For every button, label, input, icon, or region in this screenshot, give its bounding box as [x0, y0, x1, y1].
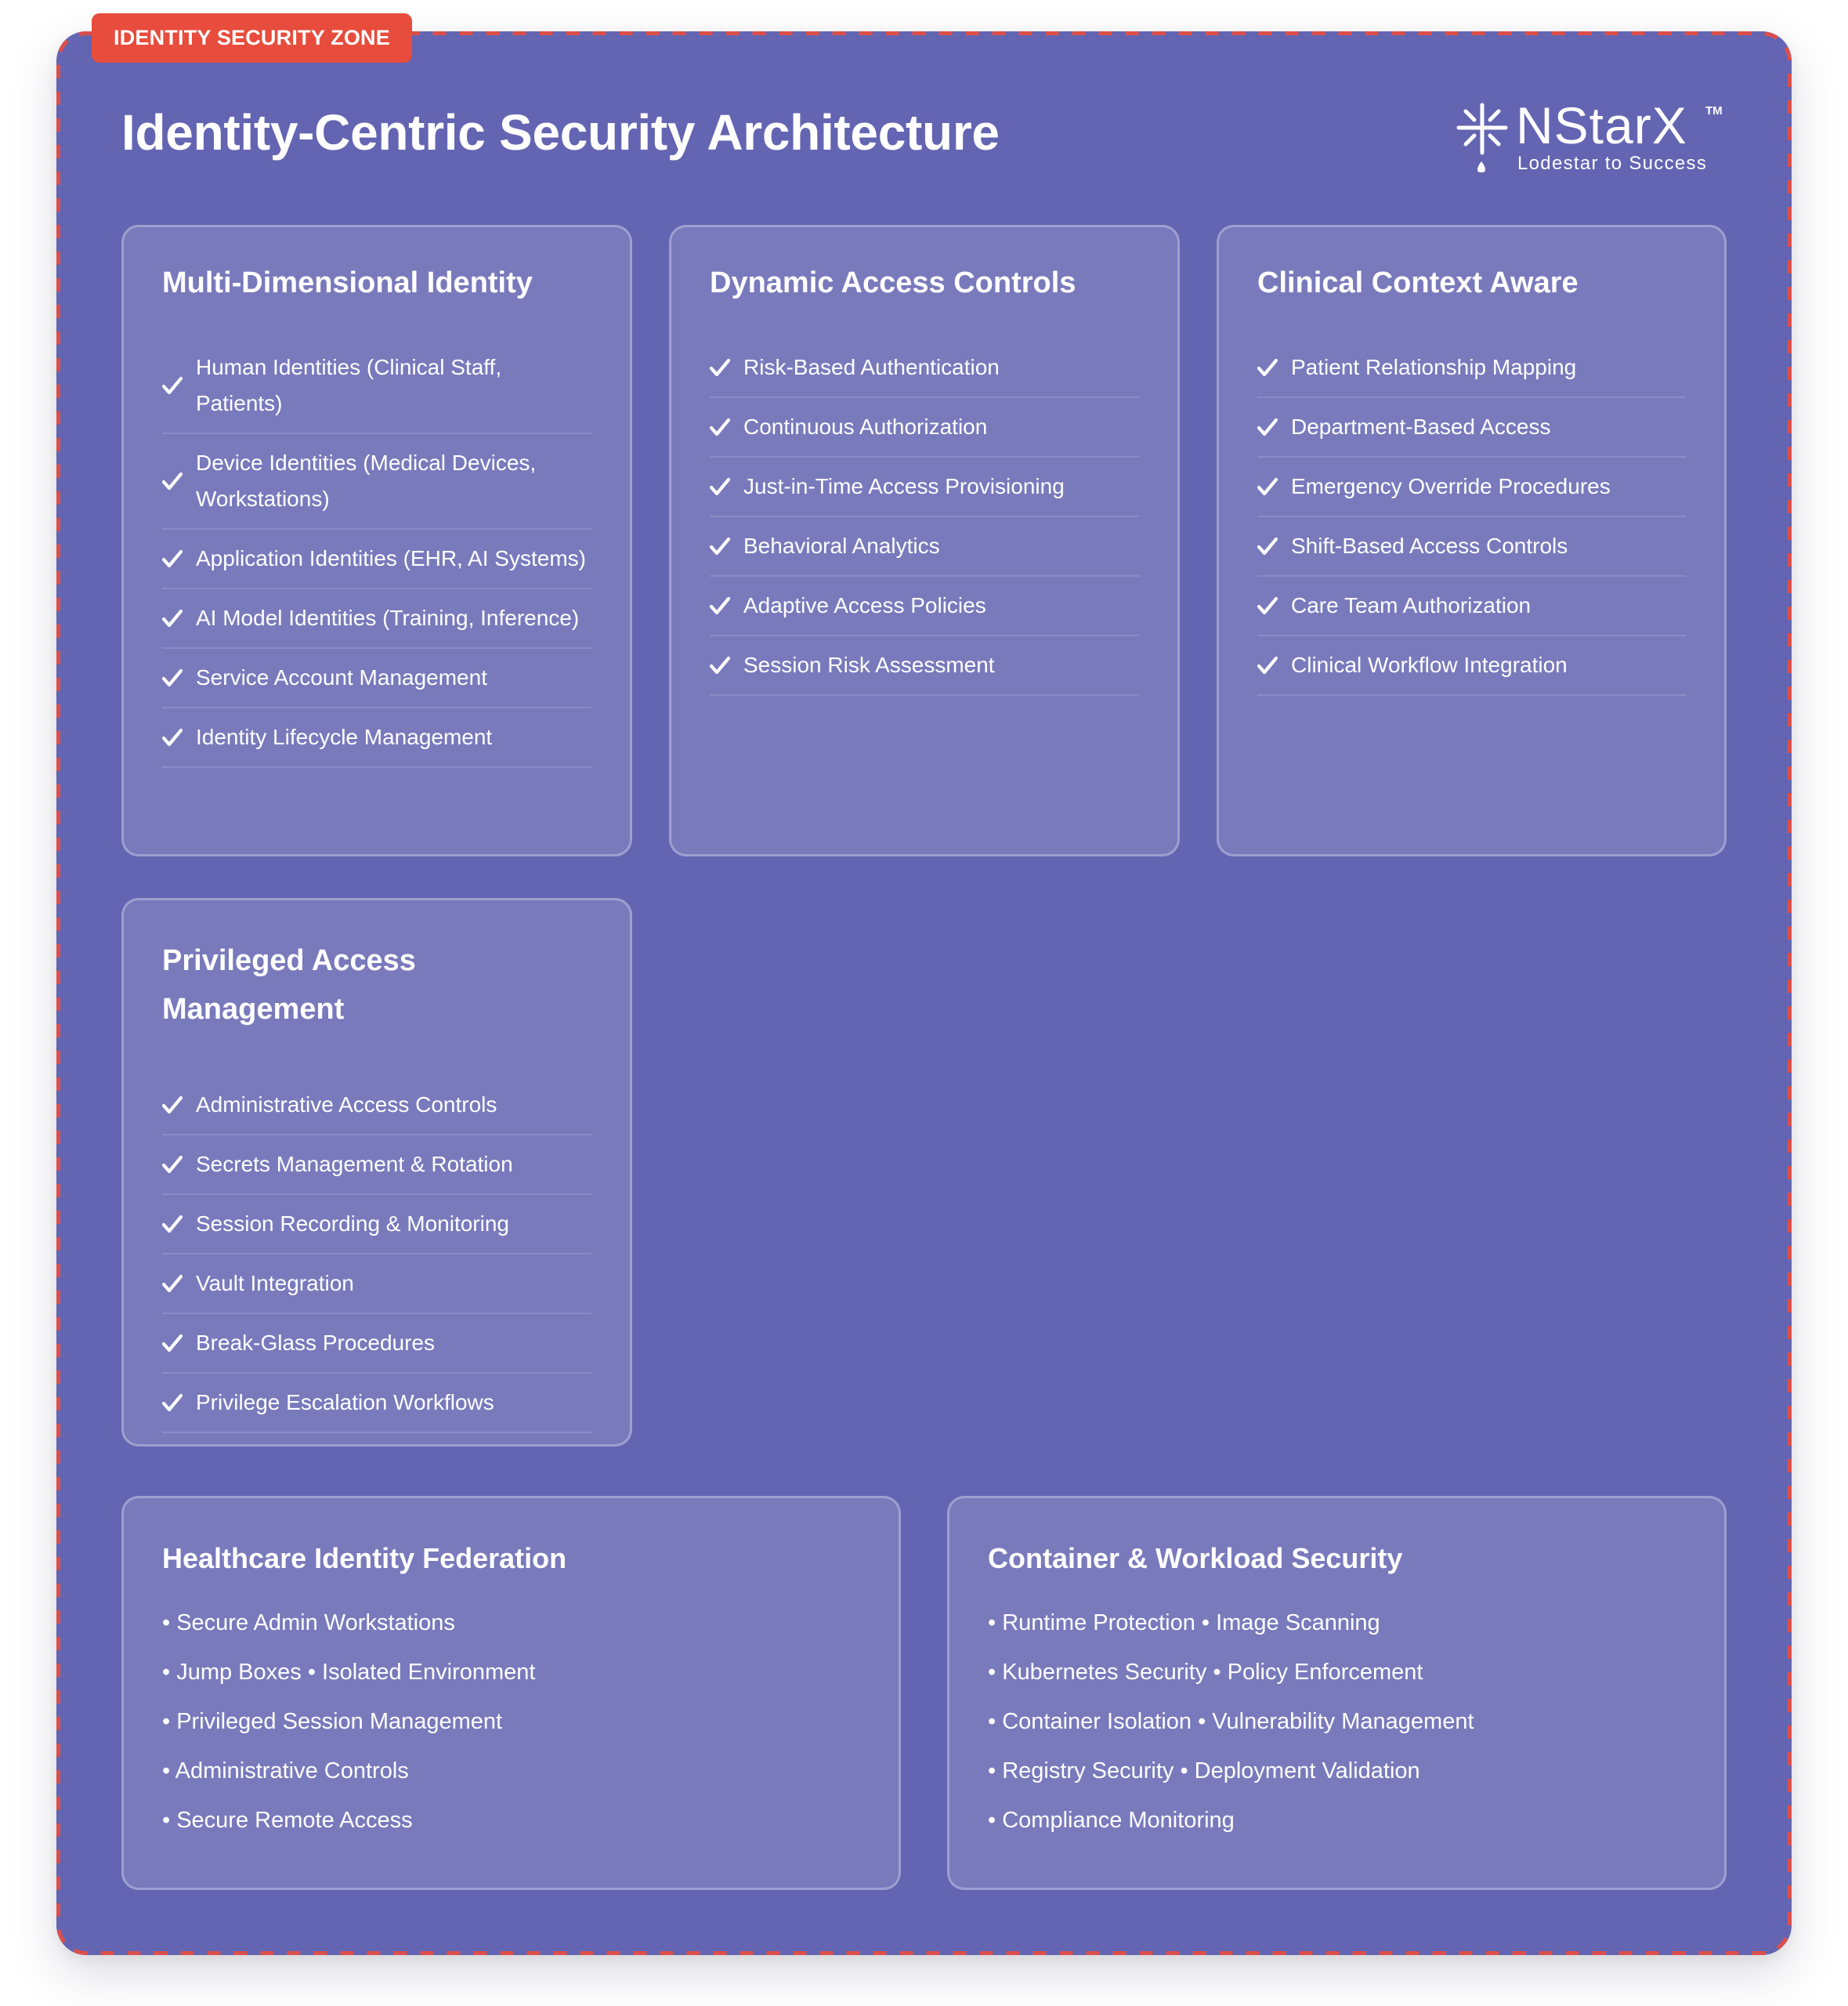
- check-icon: [710, 656, 743, 675]
- list-item: [710, 398, 1139, 458]
- check-icon: [1257, 477, 1291, 496]
- item-label: Secrets Management & Rotation: [196, 1152, 513, 1176]
- list-item: [162, 339, 591, 434]
- card-title: Container & Workload Security: [988, 1542, 1403, 1574]
- check-icon: [1257, 418, 1291, 436]
- item-label: Emergency Override Procedures: [1291, 474, 1611, 498]
- item-label: Break-Glass Procedures: [196, 1331, 436, 1355]
- item-label: Identity Lifecycle Management: [196, 725, 493, 749]
- item-label: Just-in-Time Access Provisioning: [743, 474, 1065, 498]
- list-item: [1257, 339, 1686, 398]
- check-icon: [162, 1274, 196, 1293]
- card-title: Dynamic Access Controls: [710, 266, 1076, 299]
- item-label: Service Account Management: [196, 665, 487, 690]
- card-title: Multi-Dimensional Identity: [162, 266, 533, 299]
- item-label: Continuous Authorization: [743, 415, 988, 439]
- list-item: • Kubernetes Security • Policy Enforcement: [988, 1660, 1423, 1685]
- check-icon: [162, 609, 196, 628]
- item-label: Session Risk Assessment: [743, 653, 995, 677]
- list-item: [1257, 636, 1686, 696]
- check-icon: [162, 549, 196, 568]
- list-item: [1257, 517, 1686, 577]
- list-item: [710, 458, 1139, 517]
- item-label: Human Identities (Clinical Staff, Patients): [196, 355, 502, 415]
- item-label: Clinical Workflow Integration: [1291, 653, 1568, 677]
- check-icon: [1257, 596, 1291, 615]
- list-item: [162, 708, 591, 768]
- list-item: [162, 530, 591, 589]
- check-icon: [162, 1334, 196, 1352]
- check-icon: [710, 537, 743, 556]
- check-icon: [710, 358, 743, 377]
- item-label: Device Identities (Medical Devices, Workstations): [196, 451, 537, 511]
- bullet-list: [162, 1599, 867, 1845]
- zone-badge: IDENTITY SECURITY ZONE: [92, 13, 412, 63]
- check-icon: [162, 728, 196, 747]
- item-label: Patient Relationship Mapping: [1291, 355, 1577, 379]
- list-item: [162, 589, 591, 649]
- item-label: Risk-Based Authentication: [743, 355, 1000, 379]
- item-label: Session Recording & Monitoring: [196, 1211, 509, 1236]
- list-item: • Compliance Monitoring: [988, 1808, 1235, 1833]
- item-label: Privilege Escalation Workflows: [196, 1390, 494, 1414]
- list-item: [1257, 398, 1686, 458]
- card-multi-dimensional-identity: [121, 225, 632, 856]
- item-label: Behavioral Analytics: [743, 534, 940, 558]
- check-icon: [162, 1393, 196, 1412]
- item-label: Adaptive Access Policies: [743, 593, 986, 617]
- list-item: [162, 1255, 591, 1314]
- list-item: [710, 517, 1139, 577]
- list-item: [162, 649, 591, 708]
- logo-name: NStarX: [1516, 96, 1687, 154]
- list-item: [162, 1135, 591, 1195]
- card-title: Healthcare Identity Federation: [162, 1542, 567, 1574]
- card-container-workload-security: [947, 1496, 1727, 1890]
- list-item: • Privileged Session Management: [162, 1709, 503, 1734]
- item-label: Administrative Access Controls: [196, 1092, 497, 1117]
- list-item: [162, 434, 591, 530]
- card-privileged-access-management: [121, 898, 632, 1447]
- list-item: • Secure Remote Access: [162, 1808, 413, 1833]
- check-icon: [710, 596, 743, 615]
- check-list: [162, 1076, 591, 1433]
- check-icon: [162, 376, 196, 395]
- list-item: [1257, 458, 1686, 517]
- check-icon: [162, 1155, 196, 1174]
- star-burst-icon: [1453, 98, 1516, 176]
- list-item: [162, 1195, 591, 1255]
- check-icon: [162, 1095, 196, 1114]
- item-label: Application Identities (EHR, AI Systems): [196, 546, 586, 570]
- check-list: [1257, 339, 1686, 696]
- card-title: Clinical Context Aware: [1257, 266, 1579, 299]
- page-title: Identity-Centric Security Architecture: [121, 104, 1000, 161]
- check-icon: [710, 418, 743, 436]
- list-item: [162, 1314, 591, 1374]
- card-clinical-context-aware: [1217, 225, 1727, 856]
- list-item: • Administrative Controls: [162, 1758, 409, 1783]
- list-item: [162, 1076, 591, 1135]
- nstarx-logo: [1453, 98, 1735, 176]
- check-icon: [710, 477, 743, 496]
- list-item: [710, 636, 1139, 696]
- card-title: Privileged Access Management: [162, 944, 416, 1026]
- list-item: • Runtime Protection • Image Scanning: [988, 1610, 1380, 1635]
- check-list: [162, 339, 591, 768]
- list-item: • Container Isolation • Vulnerability Management: [988, 1709, 1474, 1734]
- check-icon: [162, 668, 196, 687]
- check-icon: [1257, 358, 1291, 377]
- check-icon: [1257, 656, 1291, 675]
- logo-tagline: Lodestar to Success: [1517, 153, 1708, 174]
- logo-trademark: TM: [1705, 104, 1723, 118]
- list-item: [710, 577, 1139, 636]
- list-item: • Secure Admin Workstations: [162, 1610, 455, 1635]
- check-icon: [1257, 537, 1291, 556]
- item-label: Care Team Authorization: [1291, 593, 1532, 617]
- check-icon: [162, 472, 196, 491]
- card-healthcare-identity-federation: [121, 1496, 901, 1890]
- item-label: Department-Based Access: [1291, 415, 1551, 439]
- check-list: [710, 339, 1139, 696]
- list-item: [162, 1374, 591, 1433]
- item-label: Shift-Based Access Controls: [1291, 534, 1568, 558]
- item-label: AI Model Identities (Training, Inference): [196, 606, 580, 630]
- bullet-list: [988, 1599, 1693, 1845]
- card-dynamic-access-controls: [669, 225, 1180, 856]
- item-label: Vault Integration: [196, 1271, 354, 1295]
- list-item: [710, 339, 1139, 398]
- list-item: • Jump Boxes • Isolated Environment: [162, 1660, 536, 1685]
- list-item: • Registry Security • Deployment Validation: [988, 1758, 1420, 1783]
- check-icon: [162, 1215, 196, 1233]
- list-item: [1257, 577, 1686, 636]
